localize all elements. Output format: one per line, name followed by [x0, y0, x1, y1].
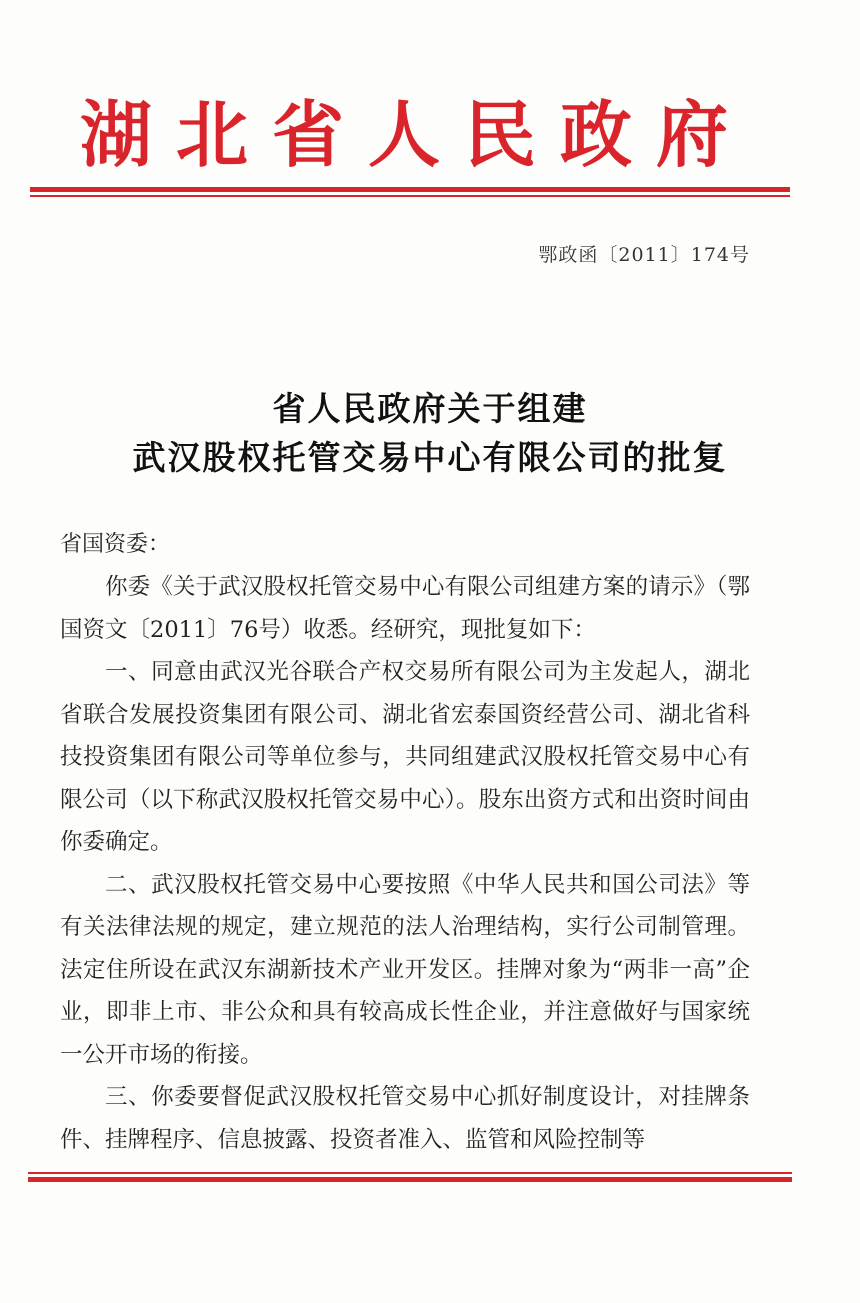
body-paragraph: 二、武汉股权托管交易中心要按照《中华人民共和国公司法》等有关法律法规的规定，建立规范的法人治理结构，实行公司制管理。法定住所设在武汉东湖新技术产业开发区。挂牌对象为“两非一高”企业，即非上市、非公众和具有较高成长性企业，并注意做好与国家统一公开市场的衔接。 — [60, 871, 750, 1068]
header-rule-thick — [30, 187, 790, 192]
issuer-masthead: 湖北省人民政府 — [80, 92, 753, 177]
document-number: 鄂政函〔2011〕174号 — [538, 244, 750, 266]
document-title-line-1: 省人民政府关于组建 — [272, 389, 588, 428]
footer-red-rule — [28, 1172, 792, 1182]
body-paragraph: 一、同意由武汉光谷联合产权交易所有限公司为主发起人，湖北省联合发展投资集团有限公司、湖北省宏泰国资经营公司、湖北省科技投资集团有限公司等单位参与，共同组建武汉股权托管交易中心有限公司（以下称武汉股权托管交易中心）。股东出资方式和出资时间由你委确定。 — [60, 659, 750, 855]
addressee: 省国资委： — [60, 532, 171, 557]
document-title-line-2: 武汉股权托管交易中心有限公司的批复 — [132, 438, 728, 477]
body-paragraph: 你委《关于武汉股权托管交易中心有限公司组建方案的请示》（鄂国资文〔2011〕76号）收悉。经研究，现批复如下： — [60, 574, 750, 643]
document-body — [60, 566, 750, 1161]
header-red-rule — [30, 187, 790, 197]
footer-rule-thick — [28, 1177, 792, 1182]
body-paragraph: 三、你委要督促武汉股权托管交易中心抓好制度设计，对挂牌条件、挂牌程序、信息披露、投资者准入、监管和风险控制等 — [60, 1084, 750, 1153]
header-rule-thin — [30, 195, 790, 197]
footer-rule-thin — [28, 1172, 792, 1174]
